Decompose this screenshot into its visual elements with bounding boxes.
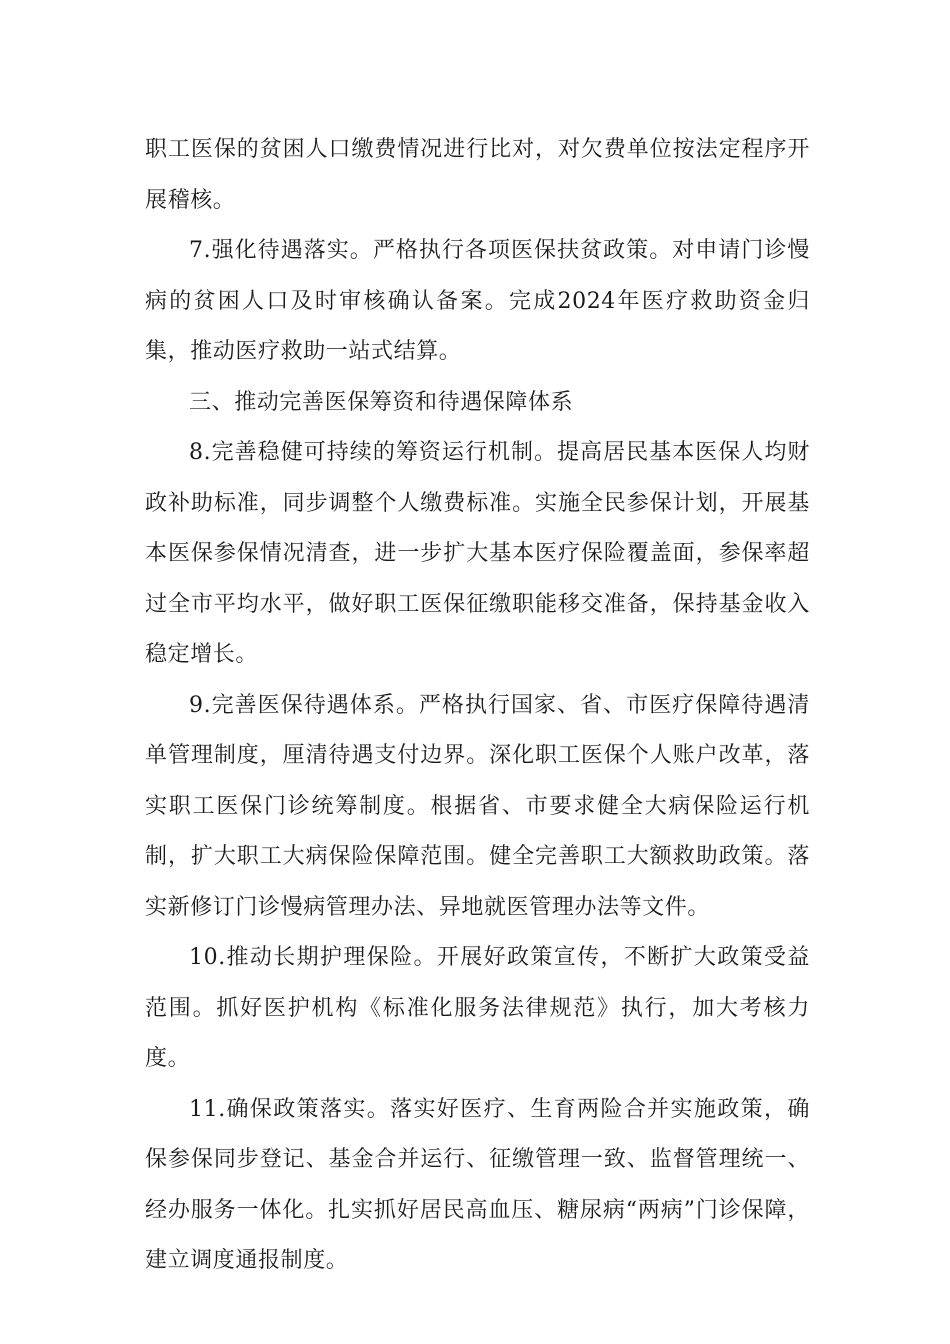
document-body — [145, 125, 810, 1287]
paragraph-item-7: 7.强化待遇落实。严格执行各项医保扶贫政策。对申请门诊慢病的贫困人口及时审核确认备案。完成2024年医疗救助资金归集，推动医疗救助一站式结算。 — [145, 238, 810, 364]
paragraph-item-11: 11.确保政策落实。落实好医疗、生育两险合并实施政策，确保参保同步登记、基金合并运行、征缴管理一致、监督管理统一、经办服务一体化。扎实抓好居民高血压、糖尿病“两病”门诊保障，建立调度通报制度。 — [145, 1096, 810, 1273]
paragraph-item-8: 8.完善稳健可持续的筹资运行机制。提高居民基本医保人均财政补助标准，同步调整个人缴费标准。实施全民参保计划，开展基本医保参保情况清查，进一步扩大基本医疗保险覆盖面，参保率超过全市平均水平，做好职工医保征缴职能移交准备，保持基金收入稳定增长。 — [145, 440, 810, 667]
paragraph-item-10: 10.推动长期护理保险。开展好政策宣传，不断扩大政策受益范围。抓好医护机构《标准化服务法律规范》执行，加大考核力度。 — [145, 945, 810, 1071]
paragraph-item-9: 9.完善医保待遇体系。严格执行国家、省、市医疗保障待遇清单管理制度，厘清待遇支付边界。深化职工医保个人账户改革，落实职工医保门诊统筹制度。根据省、市要求健全大病保险运行机制，扩大职工大病保险保障范围。健全完善职工大额救助政策。落实新修订门诊慢病管理办法、异地就医管理办法等文件。 — [145, 692, 810, 920]
paragraph-continuation: 职工医保的贫困人口缴费情况进行比对，对欠费单位按法定程序开展稽核。 — [145, 137, 810, 213]
section-heading-3: 三、推动完善医保筹资和待遇保障体系 — [189, 389, 574, 415]
